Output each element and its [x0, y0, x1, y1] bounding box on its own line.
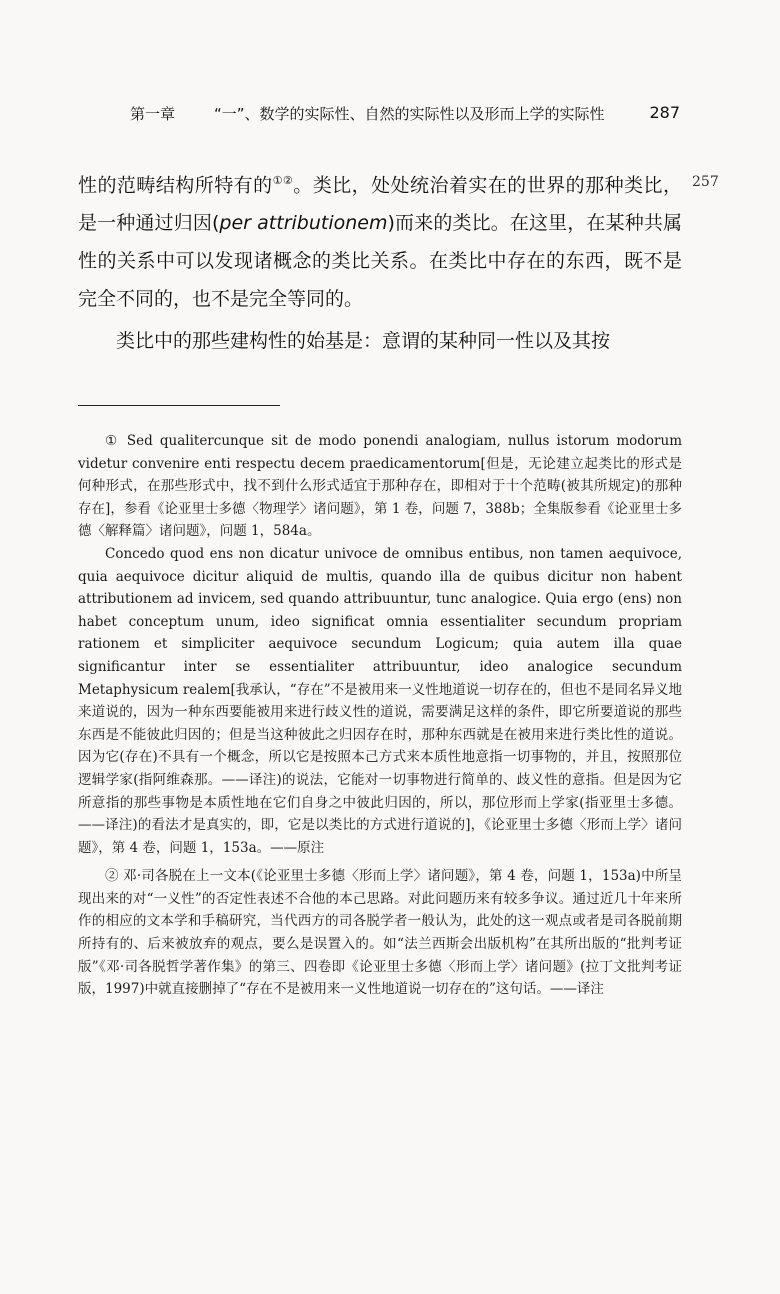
- chapter-label: 第一章: [130, 105, 176, 123]
- p1-text-b: 。类比，处处统治着实在的世界的那种类比，是一种通过归因(: [78, 174, 682, 235]
- paragraph-2: 类比中的那些建构性的始基是：意谓的某种同一性以及其按: [116, 330, 611, 353]
- paragraph-1: [78, 162, 682, 318]
- p1-latin-term: per attributionem: [219, 212, 388, 235]
- p1-text-c: )而来的类比。在这里，在某种共属性的关系中可以发现诸概念的类比关系。在类比中存在的东西，既不是完全不同的，也不是完全等同的。: [78, 212, 682, 311]
- page-number: 287: [649, 103, 680, 122]
- chapter-title: “一”、数学的实际性、自然的实际性以及形而上学的实际性: [214, 105, 605, 123]
- p1-text-a: 性的范畴结构所特有的: [78, 174, 273, 197]
- footnote-divider: [78, 405, 280, 406]
- footnotes: [78, 430, 682, 1001]
- footnote-2: ② 邓·司各脱在上一文本(《论亚里士多德〈形而上学〉诸问题》，第 4 卷，问题 1，153a)中所呈现出来的对“一义性”的否定性表述不合他的本己思路。对此问题历来有较多争议。通过近几十年来所作的相应的文本学和手稿研究，当代西方的司各脱学者一般认为，此处的这一观点或者是司各脱前期所持有的、后来被放弃的观点，要么是误置入的。如“法兰西斯会出版机构”在其所出版的“批判考证版”《邓·司各脱哲学著作集》的第三、四卷即《论亚里士多德〈形而上学〉诸问题》(拉丁文批判考证版，1997)中就直接删掉了“存在不是被用来一义性地道说一切存在的”这句话。——译注: [78, 868, 682, 998]
- footnote-marker: ①②: [272, 174, 294, 187]
- footnote-1-continued: Concedo quod ens non dicatur univoce de omnibus entibus, non tamen aequivoce, quia aequivoce dicitur aliquid de multis, quando illa de quibus dicitur non habent attributionem ad invicem, sed quando attribuuntur, tunc analogice. Quia ergo (ens) non habet conceptum unum, ideo significat omnia essentialiter secundum propriam rationem et simpliciter aequivoce secundum Logicum; quia autem illa quae significantur inter se essentialiter attribuuntur, ideo analogice secundum Metaphysicum realem[我承认，“存在”不是被用来一义性地道说一切存在的，但也不是同名异义地来道说的，因为一种东西要能被用来进行歧义性的道说，需要满足这样的条件，即它所要道说的那些东西是不能彼此归因的；但是当这种彼此之归因存在时，那种东西就是在被用来进行类比性的道说。因为它(存在)不具有一个概念，所以它是按照本己方式来本质性地意指一切事物的，并且，按照那位逻辑学家(指阿维森那。——译注)的说法，它能对一切事物进行简单的、歧义性的意指。但是因为它所意指的那些事物是本质性地在它们自身之中彼此归因的，所以，那位形而上学家(指亚里士多德。——译注)的看法才是真实的，即，它是以类比的方式进行道说的]，《论亚里士多德〈形而上学〉诸问题》，第 4 卷，问题 1，153a。——原注: [78, 545, 682, 856]
- footnote-1: ① Sed qualitercunque sit de modo ponendi analogiam, nullus istorum modorum videtur convenire enti respectu decem praedicamentorum[但是，无论建立起类比的形式是何种形式，在那些形式中，找不到什么形式适宜于那种存在，即相对于十个范畴(被其所规定)的那种存在]，参看《论亚里士多德〈物理学〉诸问题》，第 1 卷，问题 7，388b；全集版参看《论亚里士多德〈解释篇〉诸问题》，问题 1，584a。: [78, 433, 682, 540]
- margin-page-reference: 257: [692, 174, 719, 190]
- main-text: [78, 162, 682, 360]
